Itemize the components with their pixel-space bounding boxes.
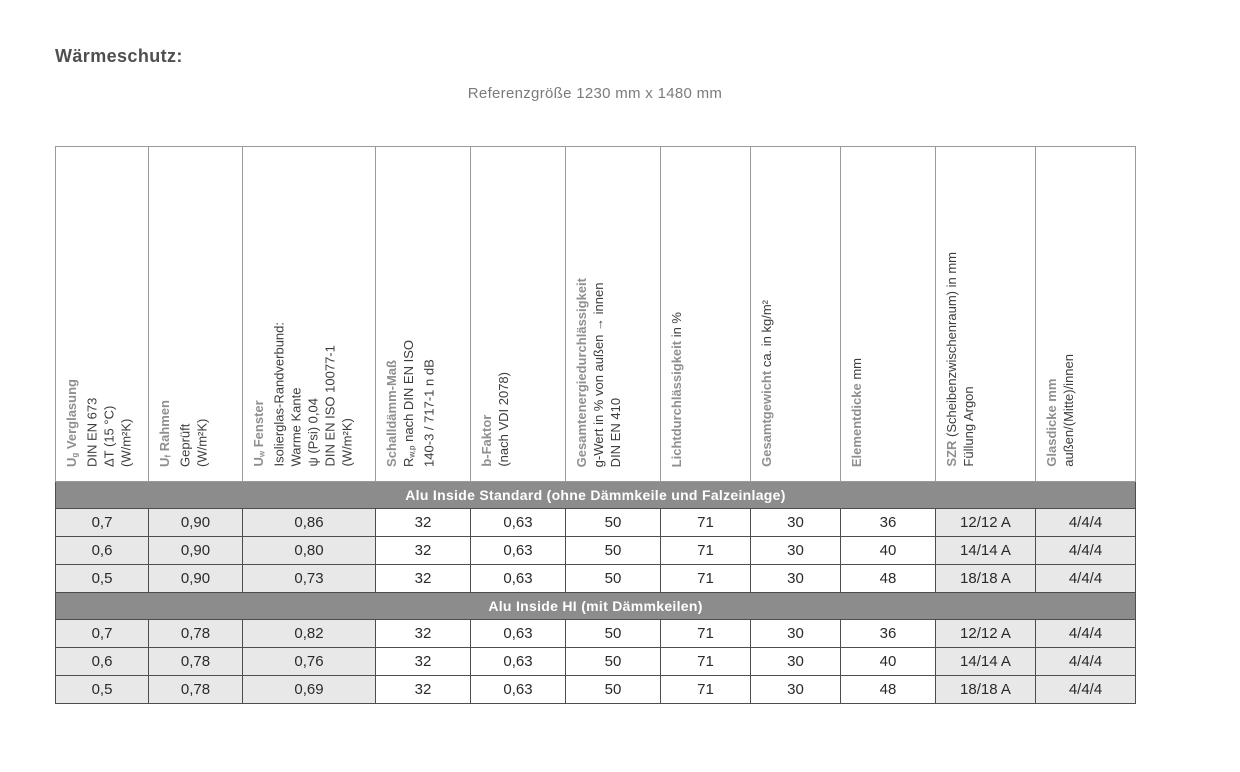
table-cell: 4/4/4: [1036, 509, 1136, 537]
table-cell: 18/18 A: [936, 565, 1036, 593]
table-row: [56, 565, 1136, 593]
table-cell: 71: [661, 509, 751, 537]
table-cell: 71: [661, 676, 751, 704]
col-header-gesamtenergiedurchlaessigkeit: Gesamtenergiedurchlässigkeit g-Wert in % von außen → innen DIN EN 410: [566, 147, 661, 482]
table-cell: 0,6: [56, 648, 149, 676]
table-cell: 0,63: [471, 565, 566, 593]
reference-size-label: Referenzgröße 1230 mm x 1480 mm: [467, 85, 723, 102]
table-cell: 18/18 A: [936, 676, 1036, 704]
table-cell: 0,90: [149, 509, 243, 537]
col-header-glasdicke: Glasdicke mm außen/(Mitte)/innen: [1036, 147, 1136, 482]
table-cell: 36: [841, 620, 936, 648]
table-cell: 0,7: [56, 509, 149, 537]
table-cell: 50: [566, 565, 661, 593]
table-cell: 0,78: [149, 648, 243, 676]
table-cell: 50: [566, 509, 661, 537]
table-cell: 32: [376, 565, 471, 593]
table-cell: 71: [661, 537, 751, 565]
table-cell: 32: [376, 648, 471, 676]
table-cell: 48: [841, 676, 936, 704]
col-header-uf-rahmen: $U_f$ Rahmen Geprüft (W/m²K): [149, 147, 243, 482]
table-cell: 71: [661, 648, 751, 676]
table-cell: 40: [841, 648, 936, 676]
table-cell: 32: [376, 620, 471, 648]
table-row: [56, 537, 1136, 565]
table-cell: 48: [841, 565, 936, 593]
col-header-schalldaemm-mass: Schalldämm-Maß $R_{w,p}$ nach DIN EN ISO 140-3 / 717-1 n dB: [376, 147, 471, 482]
table-cell: 0,63: [471, 509, 566, 537]
table-cell: 0,76: [243, 648, 376, 676]
table-row: [56, 509, 1136, 537]
table-row: [56, 620, 1136, 648]
table-cell: 32: [376, 509, 471, 537]
table-cell: 30: [751, 620, 841, 648]
section-title: Alu Inside HI (mit Dämmkeilen): [56, 593, 1136, 620]
col-header-elementdicke: Elementdicke mm: [841, 147, 936, 482]
table-cell: 0,90: [149, 565, 243, 593]
table-cell: 0,80: [243, 537, 376, 565]
table-cell: 71: [661, 565, 751, 593]
table-cell: 0,82: [243, 620, 376, 648]
table-cell: 0,69: [243, 676, 376, 704]
table-cell: 12/12 A: [936, 620, 1036, 648]
section-title: Alu Inside Standard (ohne Dämmkeile und Falzeinlage): [56, 482, 1136, 509]
table-cell: 0,86: [243, 509, 376, 537]
col-header-uw-fenster: $U_w$ Fenster Isolierglas-Randverbund: Warme Kante ψ (Psi) 0,04 DIN EN ISO 10077-1 (W/m²K): [243, 147, 376, 482]
table-cell: 0,7: [56, 620, 149, 648]
table-cell: 30: [751, 565, 841, 593]
table-cell: 0,63: [471, 648, 566, 676]
table-cell: 0,6: [56, 537, 149, 565]
col-header-szr: SZR (Scheibenzwischenraum) in mm Füllung Argon: [936, 147, 1036, 482]
table-cell: 4/4/4: [1036, 648, 1136, 676]
col-header-gesamtgewicht: Gesamtgewicht ca. in kg/m²: [751, 147, 841, 482]
table-cell: 4/4/4: [1036, 676, 1136, 704]
col-header-b-faktor: b-Faktor (nach VDI 2078): [471, 147, 566, 482]
table-cell: 0,73: [243, 565, 376, 593]
table-cell: 36: [841, 509, 936, 537]
table-cell: 4/4/4: [1036, 537, 1136, 565]
table-cell: 0,5: [56, 565, 149, 593]
table-cell: 0,78: [149, 620, 243, 648]
table-cell: 14/14 A: [936, 648, 1036, 676]
table-row: [56, 676, 1136, 704]
table-cell: 71: [661, 620, 751, 648]
table-cell: 12/12 A: [936, 509, 1036, 537]
table-cell: 4/4/4: [1036, 565, 1136, 593]
table-cell: 30: [751, 509, 841, 537]
table-cell: 14/14 A: [936, 537, 1036, 565]
header-row: [56, 147, 1136, 482]
section-band-hi: [56, 593, 1136, 620]
table-cell: 30: [751, 676, 841, 704]
table-cell: 0,5: [56, 676, 149, 704]
table-cell: 0,78: [149, 676, 243, 704]
col-header-ug-verglasung: $U_g$ Verglasung DIN EN 673 ΔT (15 °C) (W/m²K): [56, 147, 149, 482]
col-header-lichtdurchlaessigkeit: Lichtdurchlässigkeit in %: [661, 147, 751, 482]
table-row: [56, 648, 1136, 676]
table-cell: 32: [376, 676, 471, 704]
section-band-standard: [56, 482, 1136, 509]
waermeschutz-table: [55, 146, 1136, 704]
table-cell: 30: [751, 648, 841, 676]
table-cell: 50: [566, 676, 661, 704]
table-cell: 0,63: [471, 537, 566, 565]
table-cell: 0,63: [471, 676, 566, 704]
table-cell: 50: [566, 648, 661, 676]
table-cell: 4/4/4: [1036, 620, 1136, 648]
table-cell: 40: [841, 537, 936, 565]
page-title: Wärmeschutz:: [55, 46, 183, 66]
table-cell: 0,63: [471, 620, 566, 648]
table-cell: 30: [751, 537, 841, 565]
table-cell: 32: [376, 537, 471, 565]
table-cell: 50: [566, 620, 661, 648]
table-cell: 0,90: [149, 537, 243, 565]
table-cell: 50: [566, 537, 661, 565]
